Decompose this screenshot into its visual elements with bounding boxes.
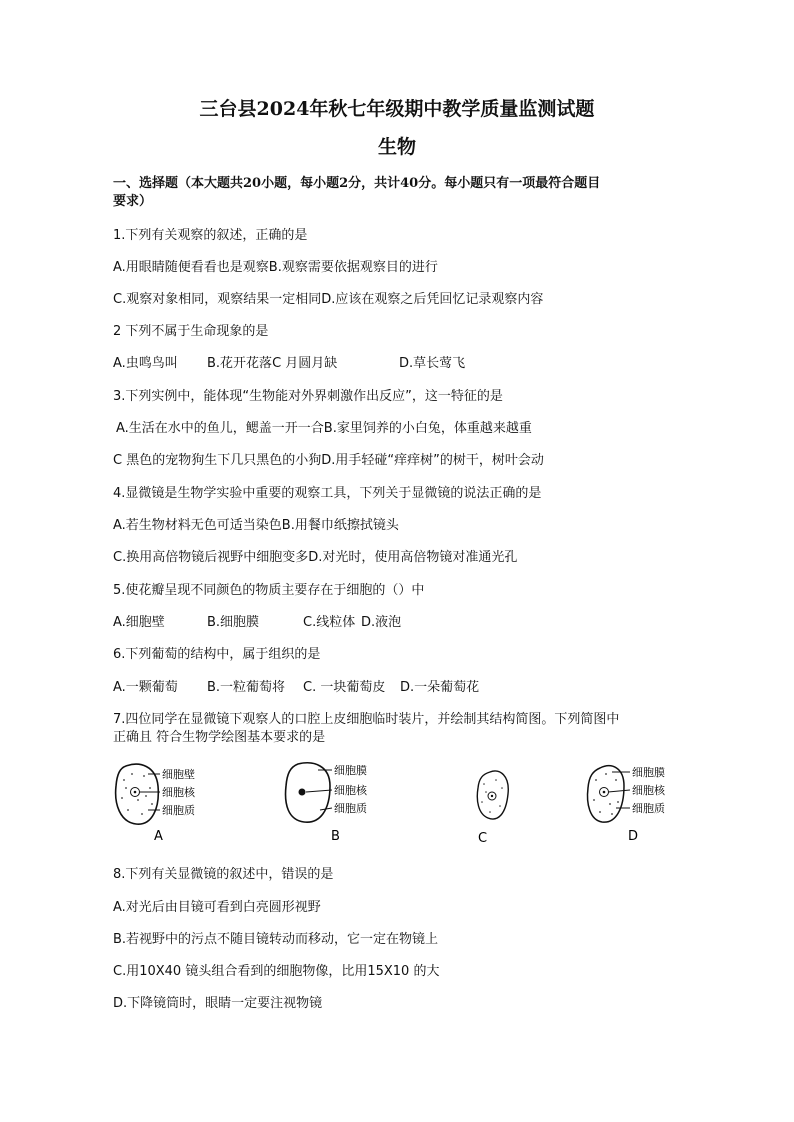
label-d-3: 细胞质 bbox=[632, 802, 665, 815]
option-b: B.花开花落 bbox=[207, 356, 273, 371]
question-8-option-a: A.对光后由目镜可看到白亮圆形视野 bbox=[113, 900, 321, 915]
question-4-options-ab: A.若生物材料无色可适当染色B.用餐巾纸擦拭镜头 bbox=[113, 518, 399, 533]
question-5-stem: 5.使花瓣呈现不同颜色的物质主要存在于细胞的（）中 bbox=[113, 583, 425, 598]
question-8-option-c: C.用10X40 镜头组合看到的细胞物像，比用15X10 的大 bbox=[113, 964, 440, 979]
label-a-3: 细胞质 bbox=[162, 804, 195, 817]
question-6-options bbox=[113, 676, 479, 695]
label-a-2: 细胞核 bbox=[162, 786, 195, 799]
question-3-stem: 3.下列实例中，能体现“生物能对外界刺激作出反应”，这一特征的是 bbox=[113, 389, 503, 404]
option-c: C.线粒体 bbox=[303, 615, 356, 630]
option-b: B.细胞膜 bbox=[207, 615, 260, 630]
question-2-options bbox=[113, 352, 465, 371]
option-a: A.细胞壁 bbox=[113, 615, 165, 630]
question-7-stem: 7.四位同学在显微镜下观察人的口腔上皮细胞临时装片，并绘制其结构简图。下列简图中 bbox=[113, 712, 620, 727]
option-bc bbox=[207, 352, 399, 371]
subject-title: 生物 bbox=[377, 136, 416, 158]
option-d: D.液泡 bbox=[361, 615, 402, 630]
label-b-1: 细胞膜 bbox=[334, 764, 367, 777]
question-5-options bbox=[113, 611, 401, 630]
cell-diagram-c bbox=[477, 771, 508, 846]
option-d: D.草长莺飞 bbox=[399, 356, 466, 371]
cell-diagram-figure bbox=[108, 758, 688, 850]
question-1-stem: 1.下列有关观察的叙述，正确的是 bbox=[113, 228, 308, 243]
question-3-options-ab: A.生活在水中的鱼儿，鳃盖一开一合B.家里饲养的小白兔，体重越来越重 bbox=[116, 421, 532, 436]
option-c: C. 一块葡萄皮 bbox=[303, 680, 386, 695]
question-2-stem: 2 下列不属于生命现象的是 bbox=[113, 324, 269, 339]
question-6-stem: 6.下列葡萄的结构中，属于组织的是 bbox=[113, 647, 321, 662]
option-a: A.虫鸣鸟叫 bbox=[113, 356, 178, 371]
question-8-option-b: B.若视野中的污点不随目镜转动而移动，它一定在物镜上 bbox=[113, 932, 439, 947]
letter-a: A bbox=[154, 829, 163, 844]
section-heading: 一、选择题（本大题共20小题，每小题2分，共计40分。每小题只有一项最符合题目 bbox=[113, 176, 601, 191]
question-8-option-d: D.下降镜筒时，眼睛一定要注视物镜 bbox=[113, 996, 323, 1011]
label-d-2: 细胞核 bbox=[632, 784, 665, 797]
letter-b: B bbox=[331, 829, 340, 844]
question-7-stem-cont: 正确且 符合生物学绘图基本要求的是 bbox=[113, 730, 326, 745]
question-8-stem: 8.下列有关显微镜的叙述中，错误的是 bbox=[113, 867, 334, 882]
label-d-1: 细胞膜 bbox=[632, 766, 665, 779]
label-b-3: 细胞质 bbox=[334, 802, 367, 815]
option-a: A.一颗葡萄 bbox=[113, 680, 178, 695]
exam-title: 三台县2024年秋七年级期中教学质量监测试题 bbox=[199, 98, 595, 120]
letter-d: D bbox=[628, 829, 639, 844]
question-4-stem: 4.显微镜是生物学实验中重要的观察工具，下列关于显微镜的说法正确的是 bbox=[113, 486, 542, 501]
question-1-options-cd: C.观察对象相同，观察结果一定相同D.应该在观察之后凭回忆记录观察内容 bbox=[113, 292, 544, 307]
label-b-2: 细胞核 bbox=[334, 784, 367, 797]
cell-diagram-b bbox=[286, 763, 368, 844]
question-1-options-ab: A.用眼睛随便看看也是观察B.观察需要依据观察目的进行 bbox=[113, 260, 438, 275]
option-c: C 月圆月缺 bbox=[272, 356, 338, 371]
section-heading-cont: 要求） bbox=[113, 194, 153, 209]
question-3-options-cd: C 黑色的宠物狗生下几只黑色的小狗D.用手轻碰“痒痒树”的树干，树叶会动 bbox=[113, 453, 544, 468]
cell-diagram-d bbox=[588, 765, 666, 844]
label-a-1: 细胞壁 bbox=[162, 768, 195, 781]
option-b: B.一粒葡萄将 bbox=[207, 680, 286, 695]
cell-diagram-a bbox=[116, 764, 196, 844]
letter-c: C bbox=[478, 831, 488, 846]
question-4-options-cd: C.换用高倍物镜后视野中细胞变多D.对光时，使用高倍物镜对准通光孔 bbox=[113, 550, 518, 565]
option-d: D.一朵葡萄花 bbox=[400, 680, 480, 695]
